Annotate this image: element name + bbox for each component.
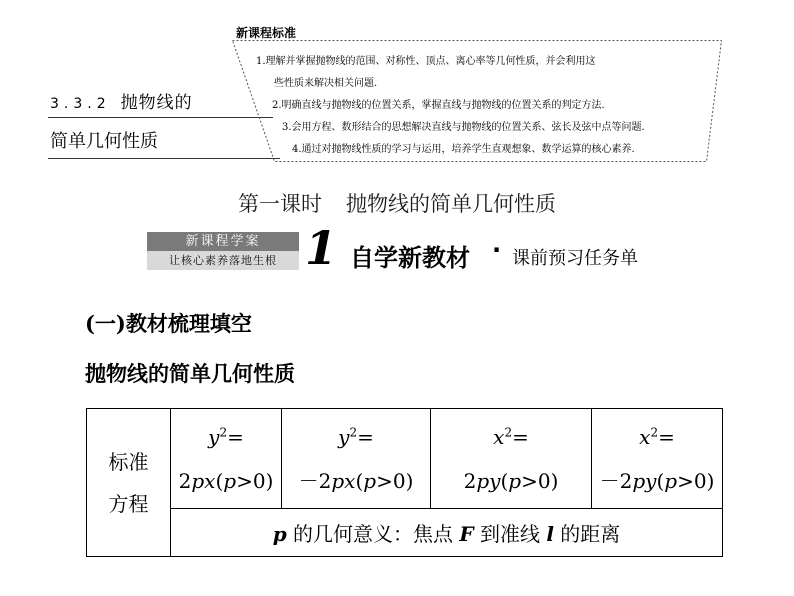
banner-number: 1 <box>305 221 338 275</box>
eq-cond-p: p <box>363 468 377 493</box>
badge-bottom-text: 让核心素养落地生根 <box>147 251 299 270</box>
standards-box <box>232 40 722 162</box>
banner-dot: · <box>492 236 502 264</box>
lesson-period: 第一课时 <box>238 192 322 216</box>
eq-var: x <box>344 468 356 493</box>
meaning-text3: 的距离 <box>553 522 621 546</box>
section-title-line2: 简单几何性质 <box>50 131 158 152</box>
eq-var: x <box>493 424 505 449</box>
meaning-text1: 的几何意义：焦点 <box>286 522 460 546</box>
eq-p: p <box>331 468 345 493</box>
section-number: 3.3.2 <box>50 96 111 112</box>
eq-cond: >0 <box>521 468 551 493</box>
standards-title: 新课程标准 <box>236 26 297 40</box>
table-row <box>87 409 723 509</box>
eq-var: y <box>208 424 220 449</box>
eq-cond: >0 <box>677 468 707 493</box>
section-heading-line1 <box>50 88 193 113</box>
eq-exp: 2 <box>349 424 358 439</box>
topic-heading: 抛物线的简单几何性质 <box>85 361 295 386</box>
meaning-p: p <box>272 522 287 546</box>
label-line1: 标准 <box>108 449 149 474</box>
eq-rel: = <box>512 424 529 449</box>
eq-var: y <box>645 468 657 493</box>
eq-exp: 2 <box>650 424 659 439</box>
equation-cell-2: $y^2=$ －2px(p>0) <box>282 409 431 509</box>
meaning-F: F <box>459 522 474 546</box>
lesson-topic: 抛物线的简单几何性质 <box>346 192 556 216</box>
eq-p: p <box>191 468 205 493</box>
section-heading: (一)教材梳理填空 <box>85 311 252 336</box>
eq-sign: － <box>298 468 319 493</box>
standard-item-4: 4.通过对抛物线性质的学习与运用，培养学生直观想象、数学运算的核心素养. <box>292 144 635 155</box>
standard-item-1b: 些性质来解决相关问题. <box>274 78 378 89</box>
section-title-line1: 抛物线的 <box>120 93 193 113</box>
eq-var: y <box>489 468 501 493</box>
eq-var: y <box>338 424 350 449</box>
standard-item-3: 3.会用方程、数形结合的思想解决直线与抛物线的位置关系、弦长及弦中点等问题. <box>282 122 645 133</box>
meaning-cell <box>171 509 723 557</box>
eq-cond-p: p <box>223 468 237 493</box>
properties-table <box>86 408 723 557</box>
table-row <box>87 509 723 557</box>
eq-rel: = <box>658 424 675 449</box>
label-line2: 方程 <box>108 491 149 516</box>
equation-cell-4: $x^2=$ －2py(p>0) <box>592 409 723 509</box>
eq-cond: >0 <box>376 468 406 493</box>
eq-p: p <box>476 468 490 493</box>
banner-sub-text: 课前预习任务单 <box>512 248 638 269</box>
standard-item-2: 2.明确直线与抛物线的位置关系，掌握直线与抛物线的位置关系的判定方法. <box>272 100 605 111</box>
eq-rel: = <box>357 424 374 449</box>
eq-p: p <box>632 468 646 493</box>
eq-cond-p: p <box>664 468 678 493</box>
course-badge <box>147 232 299 270</box>
eq-exp: 2 <box>504 424 513 439</box>
eq-exp: 2 <box>219 424 228 439</box>
label-cell <box>87 409 171 557</box>
eq-var: x <box>204 468 216 493</box>
lesson-title <box>0 188 794 218</box>
eq-cond: >0 <box>236 468 266 493</box>
badge-top-text: 新课程学案 <box>147 232 299 251</box>
eq-coef: 2 <box>318 468 332 493</box>
banner-main-text: 自学新教材 <box>350 244 470 272</box>
eq-coef: 2 <box>178 468 192 493</box>
equation-cell-1: $y^2=$ 2px(p>0) <box>171 409 282 509</box>
eq-rel: = <box>227 424 244 449</box>
eq-var: x <box>639 424 651 449</box>
eq-cond-p: p <box>508 468 522 493</box>
eq-sign: － <box>599 468 620 493</box>
meaning-text2: 到准线 <box>473 522 547 546</box>
meaning-l: l <box>546 522 554 546</box>
equation-cell-3: $x^2=$ 2py(p>0) <box>431 409 592 509</box>
eq-coef: 2 <box>463 468 477 493</box>
standard-item-1a: 1.理解并掌握抛物线的范围、对称性、顶点、离心率等几何性质，并会利用这 <box>256 56 596 67</box>
eq-coef: 2 <box>619 468 633 493</box>
